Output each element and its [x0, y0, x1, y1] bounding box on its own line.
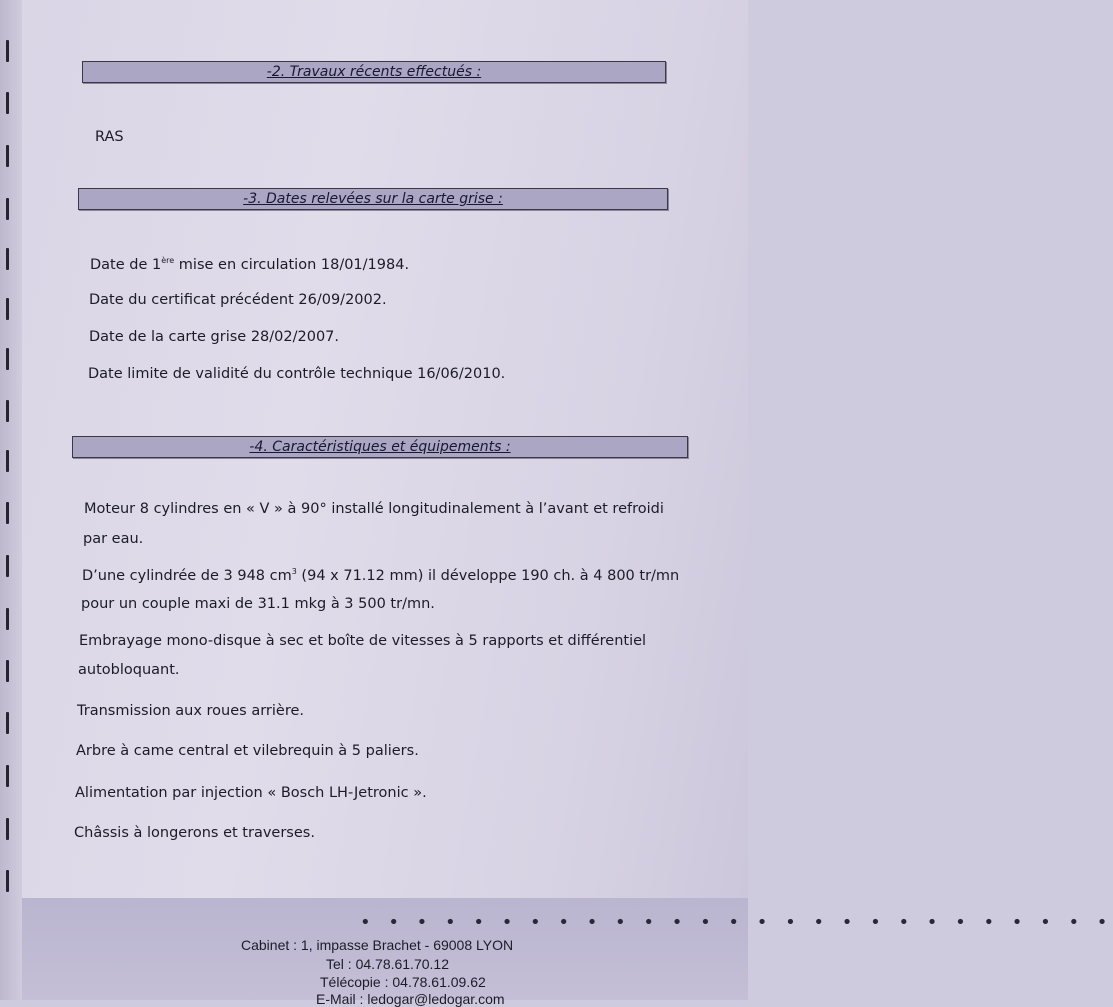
- transmission-line: Transmission aux roues arrière.: [77, 703, 305, 719]
- binding-hole-mark: [6, 712, 9, 734]
- date-line-suffix: mise en circulation 18/01/1984.: [174, 256, 410, 273]
- footer-fax: Télécopie : 04.78.61.09.62: [320, 974, 486, 990]
- footer-address: Cabinet : 1, impasse Brachet - 69008 LYON: [241, 937, 514, 953]
- displacement-line-1: [82, 567, 679, 584]
- superscript: 3: [291, 567, 297, 576]
- section-heading-dates: [78, 188, 668, 210]
- binding-edge: [0, 0, 22, 1000]
- date-first-registration: [90, 256, 409, 273]
- displacement-line-2: pour un couple maxi de 31.1 mkg à 3 500 tr/mn.: [81, 596, 435, 612]
- travaux-text: RAS: [95, 129, 124, 145]
- section-title: -4. Caractéristiques et équipements :: [249, 439, 511, 455]
- section-heading-caracteristiques: [72, 436, 688, 458]
- displacement-suffix: (94 x 71.12 mm) il développe 190 ch. à 4 800 tr/mn: [296, 567, 680, 584]
- binding-hole-mark: [6, 348, 9, 370]
- footer-dotted-rule: • • • • • • • • • • • • • • • • • • • • • • • • • • •: [360, 912, 1113, 933]
- chassis-line: Châssis à longerons et traverses.: [74, 825, 315, 841]
- displacement-prefix: D’une cylindrée de 3 948 cm: [82, 567, 292, 584]
- footer-email: E-Mail : ledogar@ledogar.com: [316, 991, 505, 1007]
- clutch-line-1: Embrayage mono-disque à sec et boîte de vitesses à 5 rapports et différentiel: [79, 633, 647, 649]
- superscript: ère: [161, 256, 175, 265]
- engine-line-2: par eau.: [83, 531, 144, 547]
- engine-line-1: Moteur 8 cylindres en « V » à 90° installé longitudinalement à l’avant et refroidi: [84, 501, 664, 517]
- binding-hole-mark: [6, 248, 9, 270]
- date-line-prefix: Date de 1: [90, 256, 162, 273]
- clutch-line-2: autobloquant.: [78, 662, 180, 678]
- binding-hole-mark: [6, 502, 9, 524]
- camshaft-line: Arbre à came central et vilebrequin à 5 paliers.: [76, 743, 419, 759]
- binding-hole-mark: [6, 145, 9, 167]
- binding-hole-mark: [6, 450, 9, 472]
- binding-hole-mark: [6, 765, 9, 787]
- binding-hole-mark: [6, 298, 9, 320]
- binding-hole-mark: [6, 870, 9, 892]
- binding-hole-mark: [6, 818, 9, 840]
- binding-hole-mark: [6, 40, 9, 62]
- binding-hole-mark: [6, 92, 9, 114]
- section-heading-travaux: [82, 61, 666, 83]
- section-title: -2. Travaux récents effectués :: [266, 64, 482, 80]
- binding-hole-mark: [6, 400, 9, 422]
- section-title: -3. Dates relevées sur la carte grise :: [243, 191, 503, 207]
- date-registration-card: Date de la carte grise 28/02/2007.: [89, 329, 340, 345]
- footer-phone: Tel : 04.78.61.70.12: [326, 956, 449, 972]
- binding-hole-mark: [6, 660, 9, 682]
- fuel-injection-line: Alimentation par injection « Bosch LH-Jetronic ».: [75, 785, 427, 801]
- binding-hole-mark: [6, 608, 9, 630]
- date-previous-certificate: Date du certificat précédent 26/09/2002.: [89, 292, 387, 308]
- binding-hole-mark: [6, 555, 9, 577]
- date-technical-inspection: Date limite de validité du contrôle technique 16/06/2010.: [88, 366, 506, 382]
- binding-hole-mark: [6, 198, 9, 220]
